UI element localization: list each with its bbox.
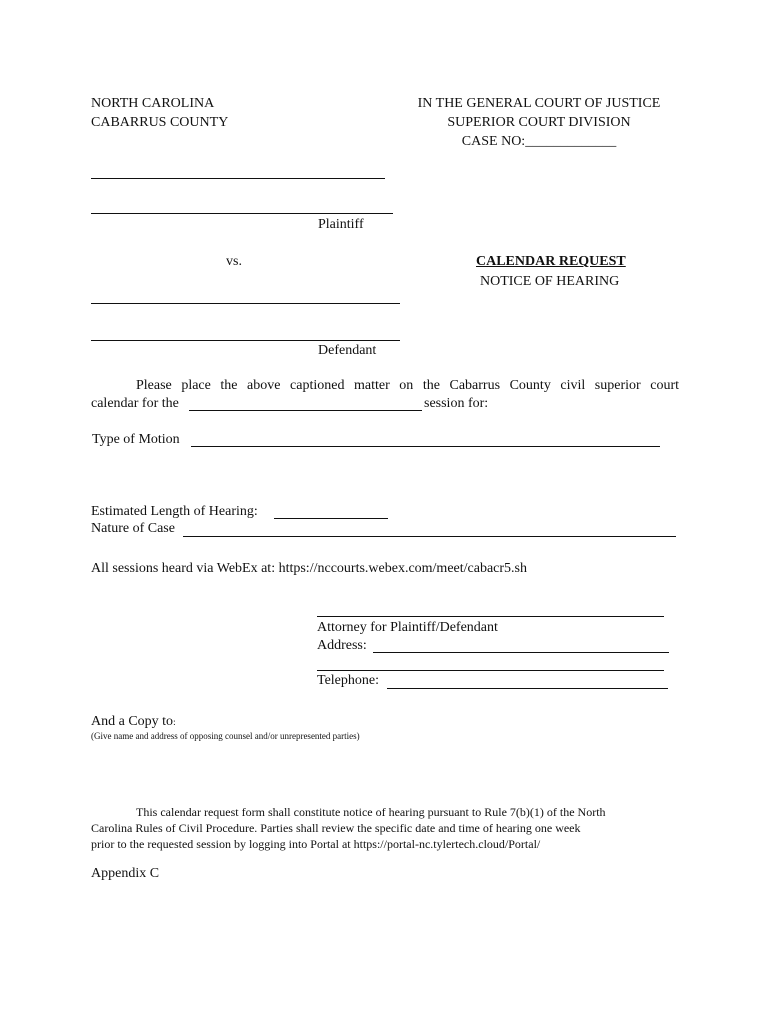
estimated-length-label: Estimated Length of Hearing:: [91, 504, 258, 519]
request-text-line-1: Please place the above captioned matter on the Cabarrus County civil superior court: [136, 378, 679, 393]
form-title: CALENDAR REQUEST: [476, 254, 626, 269]
plaintiff-line-2[interactable]: [91, 213, 393, 214]
address-label: Address:: [317, 638, 367, 653]
telephone-label: Telephone:: [317, 673, 379, 688]
court-division: SUPERIOR COURT DIVISION: [447, 115, 631, 130]
session-blank[interactable]: [189, 410, 422, 411]
defendant-label: Defendant: [318, 343, 377, 358]
state-name: NORTH CAROLINA: [91, 96, 215, 111]
address-field-2[interactable]: [317, 670, 664, 671]
nature-of-case-field[interactable]: [183, 536, 676, 537]
court-name: IN THE GENERAL COURT OF JUSTICE: [417, 96, 661, 111]
request-text-line-2a: calendar for the: [91, 396, 179, 411]
copy-to-label: [91, 713, 176, 731]
copy-to-instruction: (Give name and address of opposing counsel and/or unrepresented parties): [91, 731, 360, 741]
defendant-line-2[interactable]: [91, 340, 400, 341]
attorney-label: Attorney for Plaintiff/Defendant: [317, 620, 498, 635]
plaintiff-line-1[interactable]: [91, 178, 385, 179]
attorney-signature-line[interactable]: [317, 616, 664, 617]
footer-notice-line-3: prior to the requested session by logging into Portal at https://portal-nc.tylertech.cloud/Portal/: [91, 837, 541, 851]
copy-to-text: And a Copy to: [91, 714, 174, 729]
estimated-length-field[interactable]: [274, 518, 388, 519]
nature-of-case-label: Nature of Case: [91, 521, 175, 536]
versus-label: vs.: [226, 254, 242, 269]
copy-to-colon: :: [173, 717, 176, 727]
footer-notice-line-2: Carolina Rules of Civil Procedure. Parties shall review the specific date and time of hearing one week: [91, 821, 581, 835]
case-number: CASE NO:_____________: [461, 134, 617, 149]
telephone-field[interactable]: [387, 688, 668, 689]
type-of-motion-field[interactable]: [191, 446, 660, 447]
defendant-line-1[interactable]: [91, 303, 400, 304]
webex-notice: All sessions heard via WebEx at: https://nccourts.webex.com/meet/cabacr5.sh: [91, 561, 527, 576]
request-text-line-2b: session for:: [424, 396, 489, 411]
type-of-motion-label: Type of Motion: [92, 432, 180, 447]
appendix-label: Appendix C: [91, 866, 160, 881]
form-subtitle: NOTICE OF HEARING: [480, 274, 620, 289]
plaintiff-label: Plaintiff: [318, 217, 364, 232]
footer-notice-line-1: This calendar request form shall constitute notice of hearing pursuant to Rule 7(b)(1) of the North: [136, 805, 606, 819]
address-field[interactable]: [373, 652, 669, 653]
county-name: CABARRUS COUNTY: [91, 115, 229, 130]
